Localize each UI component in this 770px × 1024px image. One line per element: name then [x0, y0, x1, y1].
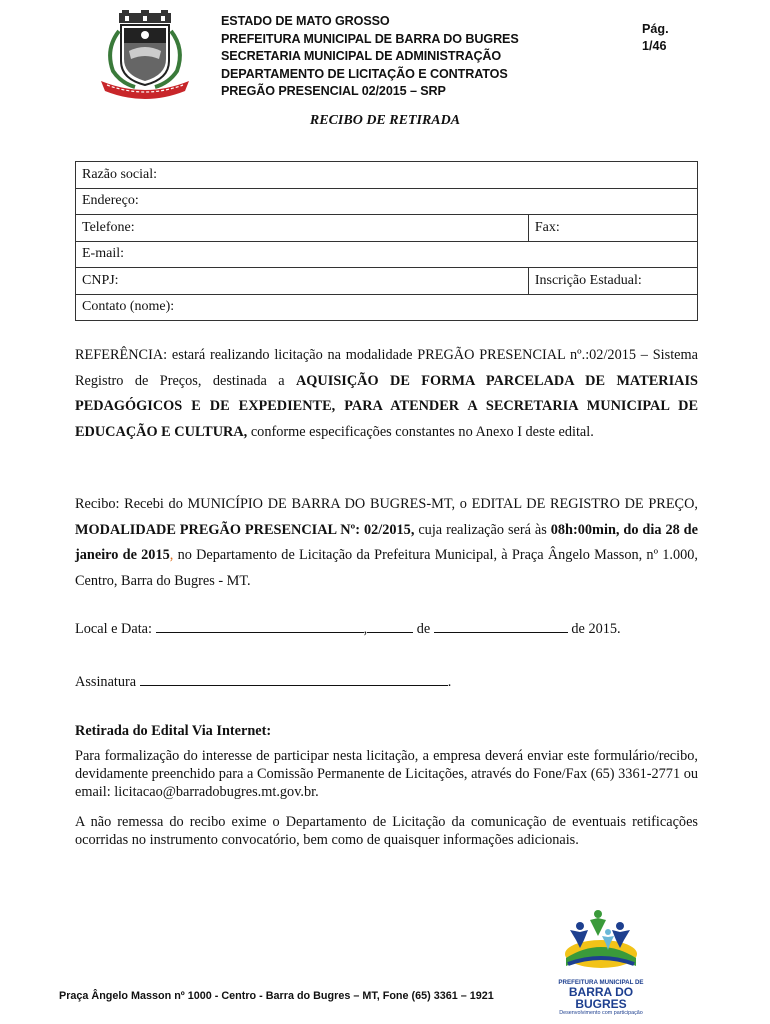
- page-number: 1/46: [642, 39, 667, 53]
- internet-paragraph-1: Para formalização do interesse de participar nesta licitação, a empresa deverá enviar este formulário/recibo, devidamente preenchido para a Comissão Permanente de Licitações, através do Fone/Fax (65) 3361-2771 ou email: licitacao@barradobugres.mt.gov.br.: [75, 748, 698, 800]
- day-blank[interactable]: [367, 620, 413, 633]
- endereco-field[interactable]: [76, 188, 698, 215]
- recibo-orange-comma: ,: [169, 547, 174, 563]
- local-data-comma: ,: [363, 621, 368, 637]
- local-blank[interactable]: [156, 620, 364, 633]
- form-row-endereco: [76, 188, 698, 215]
- inscricao-estadual-field[interactable]: [528, 268, 697, 295]
- assinatura-line: [75, 673, 451, 691]
- header-line-pregao: PREGÃO PRESENCIAL 02/2015 – SRP: [221, 84, 446, 98]
- referencia-object-bold: AQUISIÇÃO DE FORMA PARCELADA DE MATERIAIS PEDAGÓGICOS E DE EXPEDIENTE, PARA ATENDER A SECRETARIA MUNICIPAL DE EDUCAÇÃO E CULTURA,: [75, 372, 698, 440]
- local-data-de-2: de 2015.: [567, 621, 621, 637]
- page-indicator: [642, 21, 669, 55]
- barra-do-bugres-logo: [550, 906, 652, 1016]
- recibo-modalidade-bold: MODALIDADE PREGÃO PRESENCIAL Nº: 02/2015,: [75, 521, 415, 538]
- razao-social-label: Razão social:: [82, 166, 158, 182]
- contato-label: Contato (nome):: [82, 299, 175, 315]
- recibo-paragraph: [75, 492, 698, 594]
- recibo-date-bold: 08h:00min, do dia 28 de janeiro de 2015: [75, 521, 698, 563]
- internet-paragraph-2: A não remessa do recibo exime o Departamento de Licitação da comunicação de eventuais retificações ocorridas no instrumento convocatório, bem como de quaisquer informações adicionais.: [75, 814, 698, 848]
- razao-social-field[interactable]: [76, 162, 698, 189]
- form-row-razao-social: [76, 162, 698, 189]
- municipal-coat-of-arms-icon: [95, 9, 195, 99]
- header-line-departamento: DEPARTAMENTO DE LICITAÇÃO E CONTRATOS: [221, 66, 508, 81]
- recibo-text-3: no Departamento de Licitação da Prefeitura Municipal, à Praça Ângelo Masson, nº 1.000, Centro, Barra do Bugres - MT.: [75, 547, 698, 589]
- local-data-de-1: de: [413, 621, 434, 637]
- email-field[interactable]: [76, 241, 698, 268]
- cnpj-label: CNPJ:: [82, 272, 119, 288]
- month-blank[interactable]: [434, 620, 568, 633]
- fax-field[interactable]: [528, 215, 697, 242]
- referencia-paragraph: [75, 343, 698, 445]
- footer-address: Praça Ângelo Masson nº 1000 - Centro - Barra do Bugres – MT, Fone (65) 3361 – 1921: [59, 990, 494, 1002]
- document-title: RECIBO DE RETIRADA: [309, 113, 461, 128]
- form-row-email: [76, 241, 698, 268]
- telefone-field[interactable]: [76, 215, 529, 242]
- inscricao-estadual-label: Inscrição Estadual:: [534, 272, 642, 288]
- cnpj-field[interactable]: [76, 268, 529, 295]
- email-label: E-mail:: [82, 246, 124, 262]
- local-data-label: Local e Data:: [75, 621, 156, 637]
- company-info-form: [75, 161, 698, 321]
- referencia-text-1: REFERÊNCIA: estará realizando licitação na modalidade PREGÃO PRESENCIAL nº.:02/2015 – Sistema Registro de Preços, destinada a: [75, 347, 698, 389]
- logo-line-2: BARRA DO BUGRES: [568, 985, 634, 1011]
- form-row-contato: [76, 294, 698, 321]
- header-block: [221, 13, 519, 101]
- assinatura-end: .: [447, 674, 452, 690]
- recibo-text-2: cuja realização será às: [414, 521, 551, 538]
- referencia-text-2: conforme especificações constantes no Anexo I deste edital.: [247, 423, 594, 440]
- header-line-state: ESTADO DE MATO GROSSO: [221, 14, 390, 28]
- assinatura-label: Assinatura: [75, 674, 140, 690]
- local-data-line: [75, 620, 621, 638]
- internet-heading: Retirada do Edital Via Internet:: [75, 723, 272, 739]
- logo-line-1: PREFEITURA MUNICIPAL DE: [558, 979, 644, 986]
- form-row-cnpj: [76, 268, 698, 295]
- page-label: Pág.: [642, 22, 669, 36]
- header-line-prefeitura: PREFEITURA MUNICIPAL DE BARRA DO BUGRES: [221, 31, 519, 46]
- recibo-text-1: Recibo: Recebi do MUNICÍPIO DE BARRA DO BUGRES-MT, o EDITAL DE REGISTRO DE PREÇO,: [75, 496, 698, 512]
- logo-line-3: Desenvolvimento com participação: [559, 1010, 643, 1016]
- header-line-secretaria: SECRETARIA MUNICIPAL DE ADMINISTRAÇÃO: [221, 49, 502, 63]
- fax-label: Fax:: [534, 219, 560, 235]
- contato-field[interactable]: [76, 294, 698, 321]
- telefone-label: Telefone:: [82, 219, 135, 235]
- form-row-telefone-fax: [76, 215, 698, 242]
- endereco-label: Endereço:: [82, 193, 139, 209]
- logo-figures-icon: [550, 906, 652, 974]
- signature-blank[interactable]: [140, 673, 448, 686]
